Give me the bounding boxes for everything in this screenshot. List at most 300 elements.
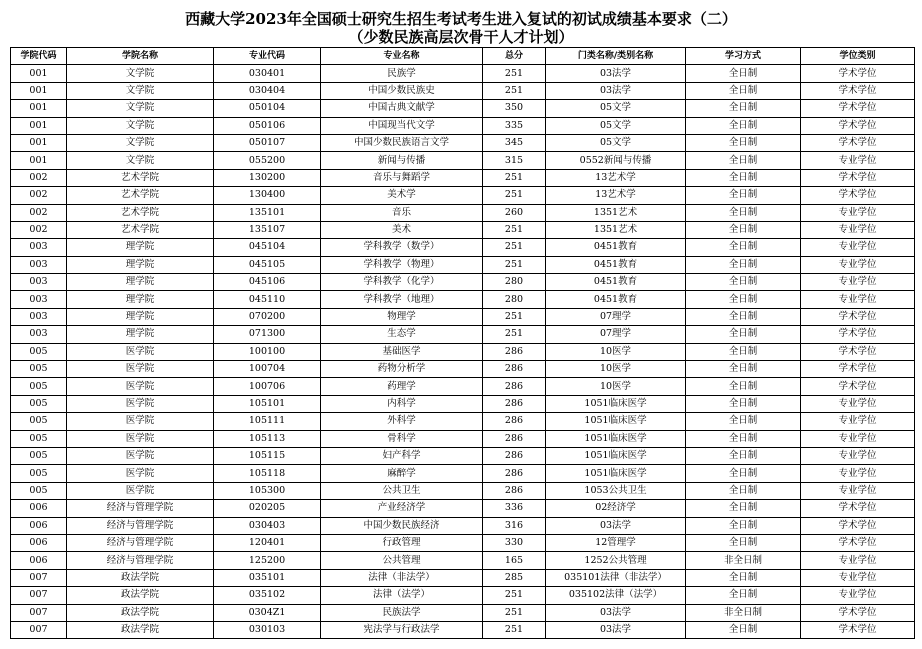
table-row xyxy=(11,343,915,360)
major-name-cell: 药理学 xyxy=(321,378,483,395)
study-mode-cell: 全日制 xyxy=(686,395,801,412)
study-mode-cell: 全日制 xyxy=(686,100,801,117)
table-row xyxy=(11,152,915,169)
degree-type-cell: 学术学位 xyxy=(801,534,915,551)
major-name-cell: 骨科学 xyxy=(321,430,483,447)
total-score-cell: 286 xyxy=(483,343,546,360)
college-name-cell: 艺术学院 xyxy=(67,187,214,204)
study-mode-cell: 非全日制 xyxy=(686,604,801,621)
category-name-cell: 13艺术学 xyxy=(546,187,686,204)
degree-type-cell: 专业学位 xyxy=(801,152,915,169)
major-code-cell: 020205 xyxy=(214,500,321,517)
study-mode-cell: 全日制 xyxy=(686,152,801,169)
degree-type-cell: 专业学位 xyxy=(801,482,915,499)
table-row xyxy=(11,430,915,447)
major-name-cell: 物理学 xyxy=(321,308,483,325)
major-code-cell: 030403 xyxy=(214,517,321,534)
major-name-cell: 内科学 xyxy=(321,395,483,412)
degree-type-cell: 专业学位 xyxy=(801,447,915,464)
college-code-cell: 003 xyxy=(11,239,67,256)
study-mode-cell: 全日制 xyxy=(686,82,801,99)
degree-type-cell: 学术学位 xyxy=(801,378,915,395)
table-row xyxy=(11,587,915,604)
major-code-cell: 070200 xyxy=(214,308,321,325)
major-code-cell: 120401 xyxy=(214,534,321,551)
total-score-cell: 286 xyxy=(483,447,546,464)
major-name-cell: 行政管理 xyxy=(321,534,483,551)
college-code-cell: 001 xyxy=(11,117,67,134)
table-row xyxy=(11,187,915,204)
degree-type-cell: 专业学位 xyxy=(801,274,915,291)
major-code-cell: 100704 xyxy=(214,361,321,378)
major-code-cell: 130200 xyxy=(214,169,321,186)
major-name-cell: 公共管理 xyxy=(321,552,483,569)
total-score-cell: 251 xyxy=(483,169,546,186)
table-row xyxy=(11,361,915,378)
college-name-cell: 医学院 xyxy=(67,465,214,482)
study-mode-cell: 全日制 xyxy=(686,221,801,238)
table-row xyxy=(11,500,915,517)
total-score-cell: 260 xyxy=(483,204,546,221)
degree-type-cell: 专业学位 xyxy=(801,430,915,447)
category-name-cell: 03法学 xyxy=(546,65,686,82)
study-mode-cell: 全日制 xyxy=(686,621,801,638)
major-code-cell: 035101 xyxy=(214,569,321,586)
college-name-cell: 医学院 xyxy=(67,430,214,447)
table-row xyxy=(11,534,915,551)
category-name-cell: 02经济学 xyxy=(546,500,686,517)
total-score-cell: 286 xyxy=(483,378,546,395)
header-major-code: 专业代码 xyxy=(214,48,321,65)
major-name-cell: 美术学 xyxy=(321,187,483,204)
major-code-cell: 030401 xyxy=(214,65,321,82)
table-body xyxy=(11,65,915,639)
category-name-cell: 1051临床医学 xyxy=(546,447,686,464)
degree-type-cell: 学术学位 xyxy=(801,500,915,517)
table-row xyxy=(11,447,915,464)
total-score-cell: 251 xyxy=(483,65,546,82)
degree-type-cell: 学术学位 xyxy=(801,361,915,378)
study-mode-cell: 全日制 xyxy=(686,204,801,221)
college-name-cell: 艺术学院 xyxy=(67,169,214,186)
college-name-cell: 政法学院 xyxy=(67,587,214,604)
college-code-cell: 007 xyxy=(11,604,67,621)
degree-type-cell: 专业学位 xyxy=(801,221,915,238)
study-mode-cell: 全日制 xyxy=(686,274,801,291)
major-code-cell: 135101 xyxy=(214,204,321,221)
study-mode-cell: 全日制 xyxy=(686,239,801,256)
table-row xyxy=(11,395,915,412)
study-mode-cell: 全日制 xyxy=(686,413,801,430)
category-name-cell: 10医学 xyxy=(546,361,686,378)
header-category-name: 门类名称/类别名称 xyxy=(546,48,686,65)
category-name-cell: 1053公共卫生 xyxy=(546,482,686,499)
total-score-cell: 251 xyxy=(483,587,546,604)
major-code-cell: 045110 xyxy=(214,291,321,308)
total-score-cell: 286 xyxy=(483,465,546,482)
major-code-cell: 105113 xyxy=(214,430,321,447)
category-name-cell: 07理学 xyxy=(546,308,686,325)
study-mode-cell: 全日制 xyxy=(686,534,801,551)
major-name-cell: 中国现当代文学 xyxy=(321,117,483,134)
header-total-score: 总分 xyxy=(483,48,546,65)
college-code-cell: 005 xyxy=(11,465,67,482)
major-code-cell: 045105 xyxy=(214,256,321,273)
study-mode-cell: 全日制 xyxy=(686,308,801,325)
major-name-cell: 法律（非法学） xyxy=(321,569,483,586)
major-code-cell: 100100 xyxy=(214,343,321,360)
major-name-cell: 音乐 xyxy=(321,204,483,221)
college-name-cell: 医学院 xyxy=(67,395,214,412)
table-row xyxy=(11,465,915,482)
score-requirements-table xyxy=(10,47,915,639)
major-name-cell: 中国少数民族语言文学 xyxy=(321,134,483,151)
study-mode-cell: 全日制 xyxy=(686,569,801,586)
major-name-cell: 学科教学（物理） xyxy=(321,256,483,273)
table-row xyxy=(11,204,915,221)
major-code-cell: 105115 xyxy=(214,447,321,464)
college-code-cell: 001 xyxy=(11,65,67,82)
degree-type-cell: 学术学位 xyxy=(801,187,915,204)
major-name-cell: 美术 xyxy=(321,221,483,238)
major-code-cell: 045106 xyxy=(214,274,321,291)
major-code-cell: 045104 xyxy=(214,239,321,256)
college-code-cell: 005 xyxy=(11,430,67,447)
college-code-cell: 002 xyxy=(11,221,67,238)
college-code-cell: 001 xyxy=(11,152,67,169)
table-row xyxy=(11,569,915,586)
study-mode-cell: 全日制 xyxy=(686,291,801,308)
category-name-cell: 10医学 xyxy=(546,378,686,395)
college-name-cell: 经济与管理学院 xyxy=(67,500,214,517)
category-name-cell: 0451教育 xyxy=(546,291,686,308)
college-name-cell: 文学院 xyxy=(67,152,214,169)
total-score-cell: 286 xyxy=(483,395,546,412)
total-score-cell: 165 xyxy=(483,552,546,569)
table-row xyxy=(11,291,915,308)
college-name-cell: 理学院 xyxy=(67,291,214,308)
college-code-cell: 005 xyxy=(11,378,67,395)
major-name-cell: 学科教学（地理） xyxy=(321,291,483,308)
college-code-cell: 005 xyxy=(11,413,67,430)
category-name-cell: 1051临床医学 xyxy=(546,395,686,412)
college-code-cell: 005 xyxy=(11,361,67,378)
study-mode-cell: 全日制 xyxy=(686,187,801,204)
major-name-cell: 生态学 xyxy=(321,326,483,343)
category-name-cell: 05文学 xyxy=(546,134,686,151)
degree-type-cell: 专业学位 xyxy=(801,395,915,412)
table-row xyxy=(11,552,915,569)
table-row xyxy=(11,413,915,430)
college-code-cell: 003 xyxy=(11,291,67,308)
college-name-cell: 经济与管理学院 xyxy=(67,534,214,551)
category-name-cell: 0451教育 xyxy=(546,274,686,291)
table-row xyxy=(11,378,915,395)
college-name-cell: 文学院 xyxy=(67,82,214,99)
college-code-cell: 001 xyxy=(11,100,67,117)
total-score-cell: 336 xyxy=(483,500,546,517)
college-name-cell: 文学院 xyxy=(67,65,214,82)
study-mode-cell: 全日制 xyxy=(686,134,801,151)
degree-type-cell: 专业学位 xyxy=(801,465,915,482)
table-row xyxy=(11,82,915,99)
total-score-cell: 315 xyxy=(483,152,546,169)
document-subtitle: （少数民族高层次骨干人才计划） xyxy=(348,28,574,46)
major-code-cell: 030404 xyxy=(214,82,321,99)
category-name-cell: 10医学 xyxy=(546,343,686,360)
category-name-cell: 03法学 xyxy=(546,82,686,99)
college-name-cell: 艺术学院 xyxy=(67,221,214,238)
category-name-cell: 1351艺术 xyxy=(546,204,686,221)
study-mode-cell: 全日制 xyxy=(686,256,801,273)
degree-type-cell: 学术学位 xyxy=(801,308,915,325)
total-score-cell: 350 xyxy=(483,100,546,117)
table-row xyxy=(11,221,915,238)
study-mode-cell: 非全日制 xyxy=(686,552,801,569)
degree-type-cell: 专业学位 xyxy=(801,587,915,604)
major-name-cell: 中国少数民族经济 xyxy=(321,517,483,534)
major-code-cell: 050106 xyxy=(214,117,321,134)
college-name-cell: 政法学院 xyxy=(67,569,214,586)
total-score-cell: 286 xyxy=(483,413,546,430)
total-score-cell: 285 xyxy=(483,569,546,586)
category-name-cell: 05文学 xyxy=(546,100,686,117)
category-name-cell: 13艺术学 xyxy=(546,169,686,186)
category-name-cell: 03法学 xyxy=(546,621,686,638)
study-mode-cell: 全日制 xyxy=(686,378,801,395)
college-name-cell: 医学院 xyxy=(67,413,214,430)
major-name-cell: 妇产科学 xyxy=(321,447,483,464)
total-score-cell: 335 xyxy=(483,117,546,134)
study-mode-cell: 全日制 xyxy=(686,482,801,499)
college-name-cell: 政法学院 xyxy=(67,604,214,621)
category-name-cell: 1051临床医学 xyxy=(546,465,686,482)
degree-type-cell: 学术学位 xyxy=(801,65,915,82)
table-row xyxy=(11,517,915,534)
total-score-cell: 251 xyxy=(483,604,546,621)
document-title: 西藏大学2023年全国硕士研究生招生考试考生进入复试的初试成绩基本要求（二） xyxy=(185,10,737,28)
study-mode-cell: 全日制 xyxy=(686,465,801,482)
college-code-cell: 005 xyxy=(11,395,67,412)
college-code-cell: 006 xyxy=(11,552,67,569)
college-name-cell: 文学院 xyxy=(67,100,214,117)
college-name-cell: 医学院 xyxy=(67,361,214,378)
header-study-mode: 学习方式 xyxy=(686,48,801,65)
total-score-cell: 251 xyxy=(483,256,546,273)
college-name-cell: 医学院 xyxy=(67,447,214,464)
degree-type-cell: 专业学位 xyxy=(801,256,915,273)
major-code-cell: 035102 xyxy=(214,587,321,604)
major-code-cell: 0304Z1 xyxy=(214,604,321,621)
total-score-cell: 280 xyxy=(483,274,546,291)
table-row xyxy=(11,117,915,134)
study-mode-cell: 全日制 xyxy=(686,430,801,447)
total-score-cell: 280 xyxy=(483,291,546,308)
college-code-cell: 001 xyxy=(11,82,67,99)
total-score-cell: 251 xyxy=(483,308,546,325)
college-code-cell: 005 xyxy=(11,343,67,360)
table-row xyxy=(11,308,915,325)
total-score-cell: 345 xyxy=(483,134,546,151)
college-code-cell: 005 xyxy=(11,482,67,499)
category-name-cell: 0451教育 xyxy=(546,256,686,273)
major-name-cell: 中国古典文献学 xyxy=(321,100,483,117)
college-code-cell: 002 xyxy=(11,169,67,186)
total-score-cell: 286 xyxy=(483,430,546,447)
header-degree-type: 学位类别 xyxy=(801,48,915,65)
study-mode-cell: 全日制 xyxy=(686,447,801,464)
table-row xyxy=(11,326,915,343)
major-name-cell: 学科教学（化学） xyxy=(321,274,483,291)
major-name-cell: 宪法学与行政法学 xyxy=(321,621,483,638)
degree-type-cell: 学术学位 xyxy=(801,621,915,638)
category-name-cell: 1051临床医学 xyxy=(546,413,686,430)
college-code-cell: 006 xyxy=(11,500,67,517)
total-score-cell: 251 xyxy=(483,621,546,638)
major-code-cell: 055200 xyxy=(214,152,321,169)
total-score-cell: 251 xyxy=(483,326,546,343)
college-code-cell: 005 xyxy=(11,447,67,464)
college-code-cell: 002 xyxy=(11,187,67,204)
major-name-cell: 麻醉学 xyxy=(321,465,483,482)
degree-type-cell: 专业学位 xyxy=(801,569,915,586)
table-row xyxy=(11,274,915,291)
college-name-cell: 文学院 xyxy=(67,117,214,134)
category-name-cell: 035102法律（法学） xyxy=(546,587,686,604)
degree-type-cell: 学术学位 xyxy=(801,169,915,186)
major-code-cell: 105111 xyxy=(214,413,321,430)
category-name-cell: 12管理学 xyxy=(546,534,686,551)
total-score-cell: 251 xyxy=(483,187,546,204)
college-name-cell: 文学院 xyxy=(67,134,214,151)
degree-type-cell: 学术学位 xyxy=(801,343,915,360)
college-code-cell: 003 xyxy=(11,308,67,325)
table-row xyxy=(11,134,915,151)
major-name-cell: 药物分析学 xyxy=(321,361,483,378)
degree-type-cell: 专业学位 xyxy=(801,239,915,256)
table-row xyxy=(11,256,915,273)
category-name-cell: 03法学 xyxy=(546,604,686,621)
college-name-cell: 理学院 xyxy=(67,308,214,325)
college-name-cell: 医学院 xyxy=(67,482,214,499)
total-score-cell: 330 xyxy=(483,534,546,551)
major-code-cell: 130400 xyxy=(214,187,321,204)
table-row xyxy=(11,482,915,499)
college-name-cell: 政法学院 xyxy=(67,621,214,638)
major-name-cell: 产业经济学 xyxy=(321,500,483,517)
table-row xyxy=(11,100,915,117)
study-mode-cell: 全日制 xyxy=(686,65,801,82)
college-name-cell: 理学院 xyxy=(67,274,214,291)
total-score-cell: 316 xyxy=(483,517,546,534)
degree-type-cell: 学术学位 xyxy=(801,134,915,151)
table-row xyxy=(11,65,915,82)
study-mode-cell: 全日制 xyxy=(686,326,801,343)
major-name-cell: 民族学 xyxy=(321,65,483,82)
college-code-cell: 002 xyxy=(11,204,67,221)
college-code-cell: 003 xyxy=(11,274,67,291)
degree-type-cell: 学术学位 xyxy=(801,326,915,343)
degree-type-cell: 专业学位 xyxy=(801,291,915,308)
college-name-cell: 经济与管理学院 xyxy=(67,517,214,534)
table-header-row xyxy=(11,48,915,65)
degree-type-cell: 专业学位 xyxy=(801,204,915,221)
study-mode-cell: 全日制 xyxy=(686,500,801,517)
degree-type-cell: 学术学位 xyxy=(801,82,915,99)
major-code-cell: 105118 xyxy=(214,465,321,482)
study-mode-cell: 全日制 xyxy=(686,343,801,360)
major-code-cell: 100706 xyxy=(214,378,321,395)
college-code-cell: 007 xyxy=(11,569,67,586)
college-name-cell: 艺术学院 xyxy=(67,204,214,221)
total-score-cell: 286 xyxy=(483,361,546,378)
college-name-cell: 理学院 xyxy=(67,326,214,343)
category-name-cell: 0451教育 xyxy=(546,239,686,256)
major-name-cell: 法律（法学） xyxy=(321,587,483,604)
major-name-cell: 音乐与舞蹈学 xyxy=(321,169,483,186)
degree-type-cell: 学术学位 xyxy=(801,517,915,534)
college-code-cell: 006 xyxy=(11,517,67,534)
major-name-cell: 新闻与传播 xyxy=(321,152,483,169)
category-name-cell: 035101法律（非法学） xyxy=(546,569,686,586)
major-name-cell: 基础医学 xyxy=(321,343,483,360)
major-name-cell: 外科学 xyxy=(321,413,483,430)
header-college-name: 学院名称 xyxy=(67,48,214,65)
college-name-cell: 医学院 xyxy=(67,343,214,360)
degree-type-cell: 专业学位 xyxy=(801,552,915,569)
major-name-cell: 学科教学（数学） xyxy=(321,239,483,256)
major-code-cell: 050107 xyxy=(214,134,321,151)
college-name-cell: 理学院 xyxy=(67,256,214,273)
college-name-cell: 理学院 xyxy=(67,239,214,256)
study-mode-cell: 全日制 xyxy=(686,117,801,134)
header-major-name: 专业名称 xyxy=(321,48,483,65)
category-name-cell: 1252公共管理 xyxy=(546,552,686,569)
major-code-cell: 105101 xyxy=(214,395,321,412)
study-mode-cell: 全日制 xyxy=(686,587,801,604)
category-name-cell: 1351艺术 xyxy=(546,221,686,238)
major-code-cell: 125200 xyxy=(214,552,321,569)
college-name-cell: 医学院 xyxy=(67,378,214,395)
degree-type-cell: 学术学位 xyxy=(801,117,915,134)
college-code-cell: 003 xyxy=(11,326,67,343)
study-mode-cell: 全日制 xyxy=(686,361,801,378)
college-code-cell: 007 xyxy=(11,587,67,604)
college-code-cell: 006 xyxy=(11,534,67,551)
major-code-cell: 050104 xyxy=(214,100,321,117)
major-name-cell: 民族法学 xyxy=(321,604,483,621)
degree-type-cell: 专业学位 xyxy=(801,413,915,430)
degree-type-cell: 学术学位 xyxy=(801,604,915,621)
college-code-cell: 007 xyxy=(11,621,67,638)
total-score-cell: 286 xyxy=(483,482,546,499)
major-code-cell: 071300 xyxy=(214,326,321,343)
major-code-cell: 105300 xyxy=(214,482,321,499)
category-name-cell: 03法学 xyxy=(546,517,686,534)
total-score-cell: 251 xyxy=(483,221,546,238)
major-name-cell: 中国少数民族史 xyxy=(321,82,483,99)
total-score-cell: 251 xyxy=(483,82,546,99)
table-row xyxy=(11,604,915,621)
total-score-cell: 251 xyxy=(483,239,546,256)
study-mode-cell: 全日制 xyxy=(686,169,801,186)
college-code-cell: 001 xyxy=(11,134,67,151)
category-name-cell: 07理学 xyxy=(546,326,686,343)
category-name-cell: 0552新闻与传播 xyxy=(546,152,686,169)
table-row xyxy=(11,169,915,186)
college-name-cell: 经济与管理学院 xyxy=(67,552,214,569)
college-code-cell: 003 xyxy=(11,256,67,273)
